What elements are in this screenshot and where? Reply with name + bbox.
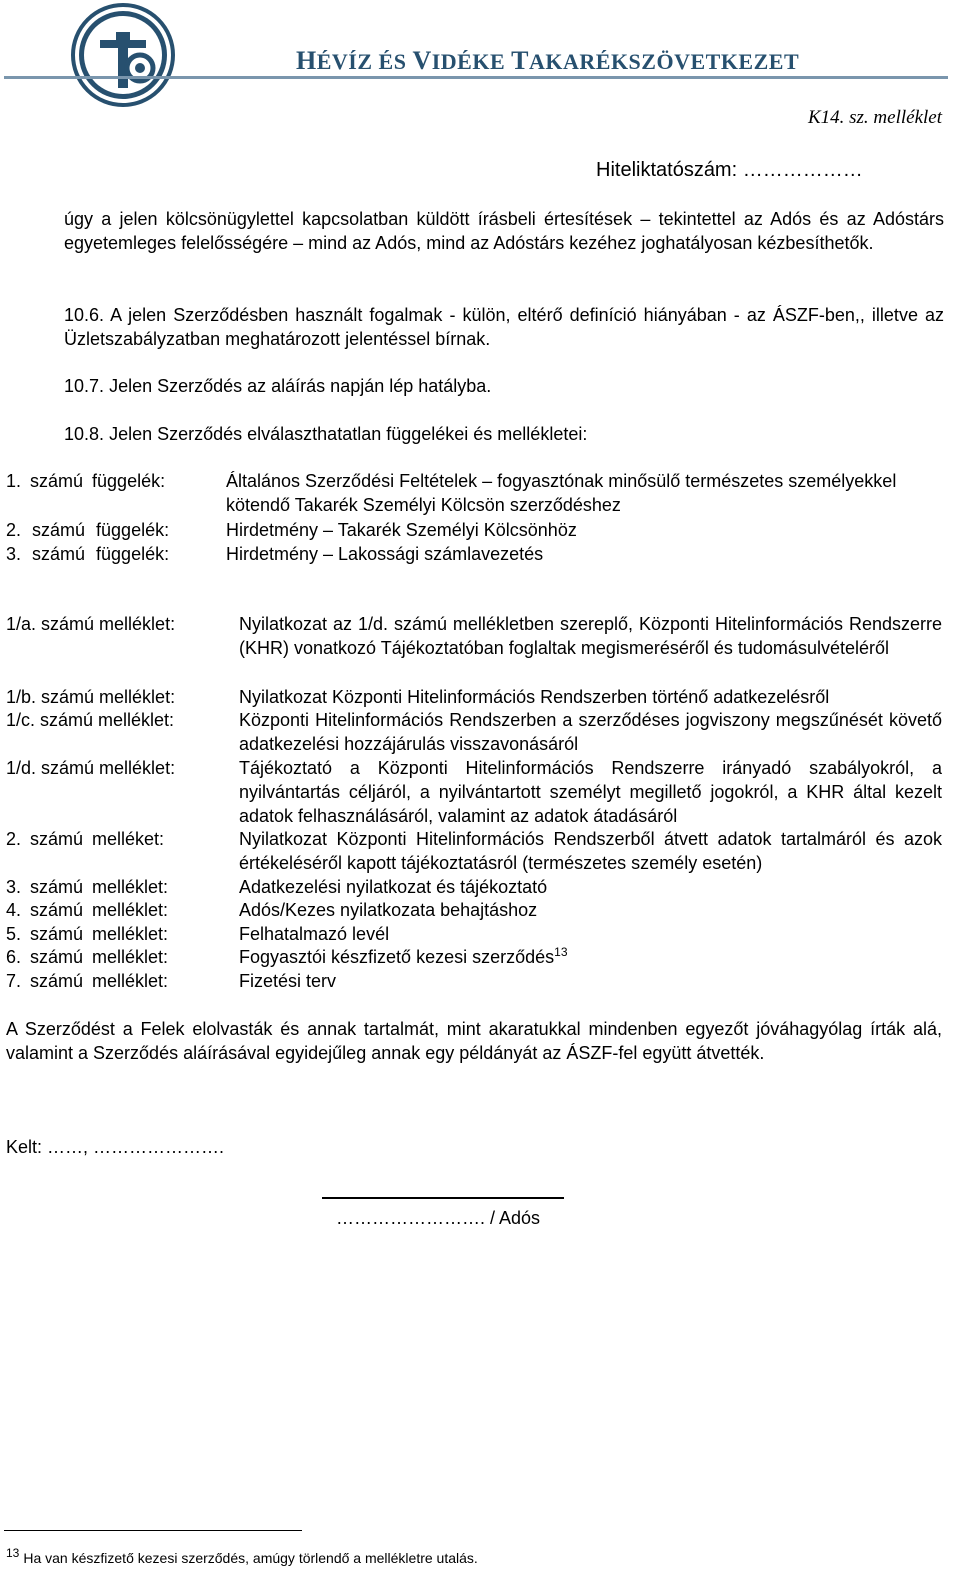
annex-text: Adatkezelési nyilatkozat és tájékoztató xyxy=(239,877,548,897)
loan-id-label: Hiteliktatószám: xyxy=(596,159,738,181)
annex-label: 1/d. számú melléklet: xyxy=(6,758,176,778)
loan-id xyxy=(596,159,863,182)
footnote xyxy=(6,1546,478,1566)
annex-item xyxy=(6,612,942,684)
intro-paragraph: úgy a jelen kölcsönügylettel kapcsolatban küldött írásbeli értesítések – tekintettel az Adós és az Adóstárs egyetemleges felelősségére – mind az Adós, mind az Adóstárs kezéhez joghatályosan kézbesíthetők. xyxy=(64,209,944,253)
annex-text: Adós/Kezes nyilatkozata behajtáshoz xyxy=(239,900,538,920)
annex-text-main: Fogyasztói készfizető kezesi szerződés xyxy=(239,947,555,967)
clause-10-6 xyxy=(64,303,944,351)
annex-text: Nyilatkozat Központi Hitelinformációs Rendszerből átvett adatok tartalmáról és azok értékeléséről kapott tájékoztatásról (természetes személy esetén) xyxy=(239,829,942,873)
annex-label: 4. számú melléklet: xyxy=(6,900,169,920)
annex-item xyxy=(6,875,942,899)
annex-label: 7. számú melléklet: xyxy=(6,971,169,991)
clause-10-7 xyxy=(64,374,944,398)
appendix-item xyxy=(6,518,946,542)
footnote-text: Ha van készfizető kezesi szerződés, amúgy törlendő a mellékletre utalás. xyxy=(23,1550,478,1566)
loan-id-value: ……………… xyxy=(742,159,863,181)
bank-logo-icon xyxy=(70,2,176,108)
annex-text: Nyilatkozat Központi Hitelinformációs Rendszerben történő adatkezelésről xyxy=(239,687,830,707)
clause-number: 10.8. xyxy=(64,424,105,444)
closing-paragraph: A Szerződést a Felek elolvasták és annak tartalmát, mint akaratukkal mindenben egyezőt jóváhagyólag írták alá, valamint a Szerződés aláírásával egyidejűleg annak egy példányát az ÁSZF-fel együtt átvették. xyxy=(6,1019,942,1063)
annex-label: 1/a. számú melléklet: xyxy=(6,614,176,634)
appendix-item xyxy=(6,542,946,566)
annex-item xyxy=(6,827,942,875)
appendix-label: 2. számú függelék: xyxy=(6,520,170,540)
clause-text: Jelen Szerződés elválaszthatatlan függelékei és mellékletei: xyxy=(109,424,588,444)
annex-label: 5. számú melléklet: xyxy=(6,924,169,944)
appendix-text: Hirdetmény – Takarék Személyi Kölcsönhöz xyxy=(226,520,577,540)
footnote-ref: 13 xyxy=(554,945,568,959)
bank-name: HÉVÍZ ÉS VIDÉKE TAKARÉKSZÖVETKEZET xyxy=(296,46,800,75)
appendix-text: Általános Szerződési Feltételek – fogyasztónak minősülő természetes személyekkel kötendő Takarék Személyi Kölcsön szerződéshez xyxy=(226,471,897,515)
annex-label: 6. számú melléklet: xyxy=(6,947,169,967)
annex-label: K14. sz. melléklet xyxy=(807,107,942,128)
clause-number: 10.7. xyxy=(64,376,105,396)
annex-item xyxy=(6,922,942,946)
annex-text: Központi Hitelinformációs Rendszerben a szerződéses jogviszony megszűnését követő adatkezelési hozzájárulás visszavonásáról xyxy=(239,710,942,754)
annex-item xyxy=(6,756,942,828)
footnote-number: 13 xyxy=(6,1546,20,1560)
annex-text xyxy=(239,945,942,969)
annex-item xyxy=(6,898,942,922)
annex-item xyxy=(6,708,942,756)
footnote-rule xyxy=(4,1530,302,1531)
annex-label: 1/c. számú melléklet: xyxy=(6,710,175,730)
appendix-label: 3. számú függelék: xyxy=(6,544,170,564)
annex-label: 3. számú melléklet: xyxy=(6,877,169,897)
annex-text: Fizetési terv xyxy=(239,971,337,991)
appendix-label: 1. számú függelék: xyxy=(6,471,166,491)
annex-label: 1/b. számú melléklet: xyxy=(6,687,176,707)
signature-line xyxy=(322,1197,564,1199)
annex-text: Nyilatkozat az 1/d. számú mellékletben szereplő, Központi Hitelinformációs Rendszerre (KHR) vonatkozó Tájékoztatóban foglaltak megismeréséről és tudomásulvételéről xyxy=(239,614,942,658)
annex-item xyxy=(6,945,942,969)
header-rule xyxy=(4,76,948,79)
annex-item xyxy=(6,969,942,993)
clause-number: 10.6. xyxy=(64,305,105,325)
signature-label: ……………………. / Adós xyxy=(336,1208,541,1228)
appendix-text: Hirdetmény – Lakossági számlavezetés xyxy=(226,544,544,564)
annex-text: Felhatalmazó levél xyxy=(239,924,390,944)
page-header xyxy=(0,0,960,104)
annex-text: Tájékoztató a Központi Hitelinformációs Rendszerre irányadó szabályokról, a nyilvántartás céljáról, a nyilvántartott személyt megillető jogokról, a KHR által kezelt adatok felhasználásáról, valamint az adatok átadásáról xyxy=(239,758,942,826)
clause-text: A jelen Szerződésben használt fogalmak - külön, eltérő definíció hiányában - az ÁSZF-ben,, illetve az Üzletszabályzatban meghatározott jelentéssel bírnak. xyxy=(64,305,944,349)
clause-10-8 xyxy=(64,422,944,446)
date-place-line: Kelt: ……, …………………. xyxy=(6,1137,225,1157)
annex-label: 2. számú melléket: xyxy=(6,829,165,849)
annex-item xyxy=(6,685,942,709)
clause-text: Jelen Szerződés az aláírás napján lép hatályba. xyxy=(109,376,492,396)
appendix-item xyxy=(6,469,946,517)
